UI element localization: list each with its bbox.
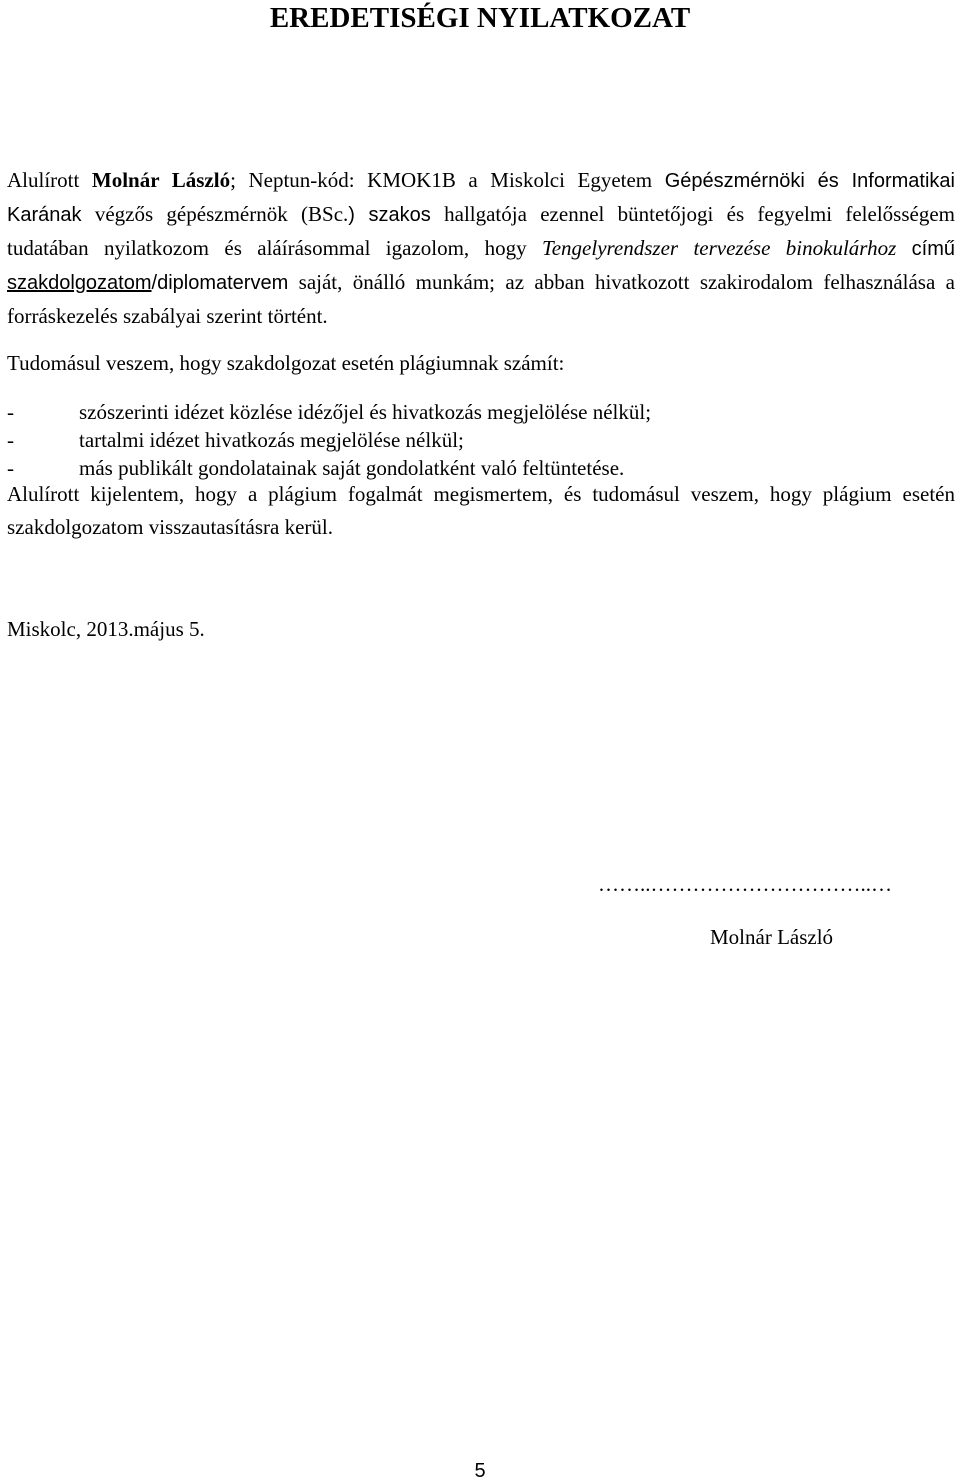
place-date: Miskolc, 2013.május 5. [7, 617, 205, 641]
page-number: 5 [474, 1460, 486, 1482]
plagiarism-list [7, 398, 955, 482]
text-segment: végzős gépészmérnök (BSc. [94, 202, 349, 226]
thesis-title: Tengelyrendszer tervezése binokulárhoz [541, 236, 897, 260]
list-marker: - [7, 456, 14, 480]
list-item-text: tartalmi idézet hivatkozás megjelölése nélkül; [79, 428, 464, 452]
text-segment: ) szakos [348, 204, 431, 226]
declaration-paragraph [7, 164, 955, 333]
plagiarism-intro: Tudomásul veszem, hogy szakdolgozat esetén plágiumnak számít: [7, 351, 565, 375]
list-item [7, 426, 955, 454]
text-segment: című [911, 238, 955, 260]
text-segment: Alulírott [7, 168, 80, 192]
list-marker: - [7, 400, 14, 424]
list-item-text: más publikált gondolatainak saját gondolatként való feltüntetése. [79, 456, 625, 480]
student-name: Molnár László [91, 168, 231, 192]
faculty-name: Gépészmérnöki és Informatikai Karának [7, 170, 955, 226]
list-item-text: szószerinti idézet közlése idézőjel és hivatkozás megjelölése nélkül; [79, 400, 652, 424]
thesis-type-rest: /diplomatervem [151, 272, 289, 294]
text-segment: hallgatója ezennel büntetőjogi és fegyelmi felelősségem tudatában nyilatkozom és aláírásommal igazolom, hogy [7, 202, 955, 260]
signature-line: ……..…………………………..… [598, 872, 892, 896]
page-title: EREDETISÉGI NYILATKOZAT [269, 2, 691, 34]
list-item [7, 398, 955, 426]
thesis-type-underlined: szakdolgozatom [7, 272, 152, 294]
signer-name: Molnár László [710, 925, 834, 949]
text-segment: saját, önálló munkám; az abban hivatkozott szakirodalom felhasználása a forráskezelés szabályai szerint történt. [7, 270, 956, 328]
text-segment: ; Neptun-kód: KMOK1B a Miskolci Egyetem [230, 168, 653, 192]
list-marker: - [7, 428, 14, 452]
plagiarism-closing: Alulírott kijelentem, hogy a plágium fogalmát megismertem, és tudomásul veszem, hogy plágium esetén szakdolgozatom visszautasításra kerül. [7, 482, 955, 539]
